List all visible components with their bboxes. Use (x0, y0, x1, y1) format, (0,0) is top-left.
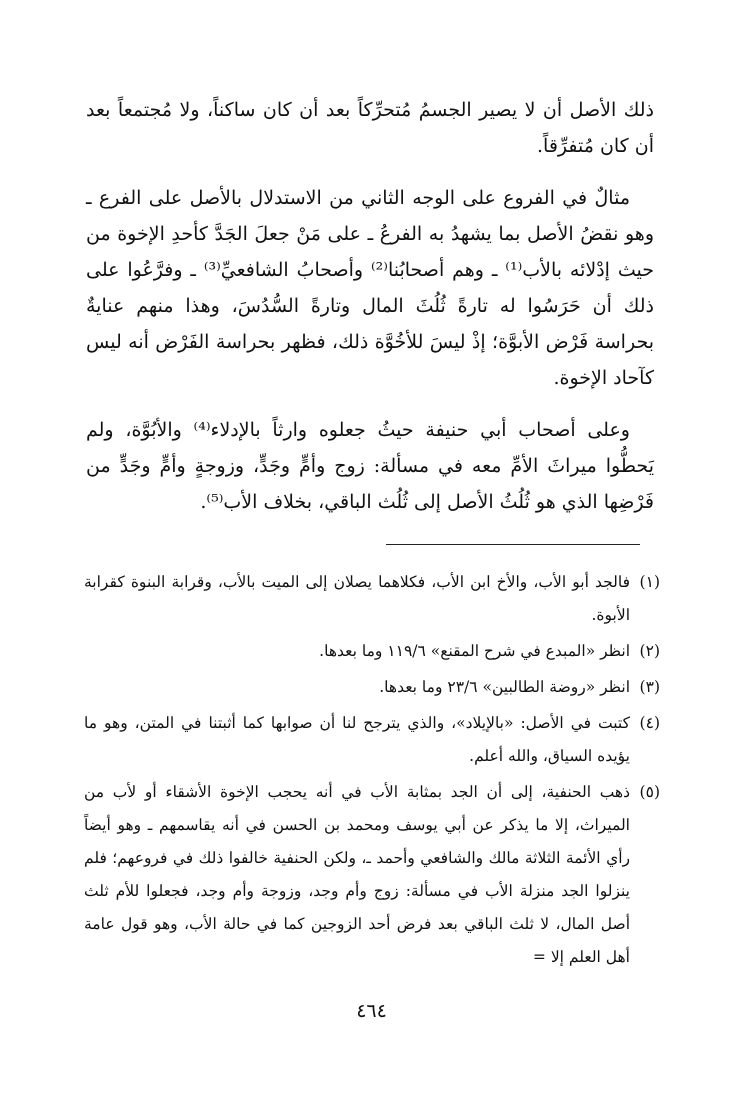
footnote-text: انظر «روضة الطالبين» ٢٣/٦ وما بعدها. (379, 678, 630, 696)
footnote-number: (٥) (639, 783, 660, 801)
footnote (84, 671, 660, 704)
footnote-text: انظر «المبدع في شرح المقنع» ١١٩/٦ وما بعدها. (319, 642, 630, 660)
footnote-text: كتبت في الأصل: «بالإيلاد»، والذي يترجح لنا أن صوابها كما أثبتنا في المتن، وهو ما يؤيده السياق، والله أعلم. (84, 714, 630, 765)
footnote-number: (١) (639, 573, 660, 591)
footnote-divider (386, 544, 640, 545)
main-text (86, 92, 654, 520)
paragraph: ذلك الأصل أن لا يصير الجسمُ مُتحرِّكاً بعد أن كان ساكناً، ولا مُجتمعاً بعد أن كان مُتفرِّقاً. (86, 99, 654, 157)
footnote-number: (٢) (639, 642, 660, 660)
footnote-text: ذهب الحنفية، إلى أن الجد بمثابة الأب في أنه يحجب الإخوة الأشقاء أو لأب من الميراث، إلا ما يذكر عن أبي يوسف ومحمد بن الحسن في أنه يقاسمهم ـ وهو أيضاً رأي الأئمة الثلاثة مالك والشافعي وأحمد ـ، ولكن الحنفية خالفوا ذلك في فروعهم؛ فلم ينزلوا الجد منزلة الأب في مسألة: زوج وأم وجد، وزوجة وأم وجد، فجعلوا للأم ثلث أصل المال، لا ثلث الباقي بعد فرض أحد الزوجين كما في حالة الأب، وهو قول عامة أهل العلم إلا = (84, 783, 630, 966)
page-number: ٤٦٤ (356, 1000, 387, 1022)
footnote (84, 776, 660, 974)
footnote (84, 707, 660, 773)
footnote-number: (٤) (639, 714, 660, 732)
footnote (84, 566, 660, 632)
footnote (84, 635, 660, 668)
footnote-number: (٣) (639, 678, 660, 696)
footnotes (84, 566, 660, 977)
paragraph: مثالٌ في الفروع على الوجه الثاني من الاستدلال بالأصل على الفرع ـ وهو نقضُ الأصل بما يشهدُ به الفرعُ ـ على مَنْ جعلَ الجَدَّ كأحدِ الإخوة من حيث إدْلائه بالأب⁽¹⁾ ـ وهم أصحابُنا⁽²⁾ وأصحابُ الشافعيِّ⁽³⁾ ـ وفرَّعُوا على ذلك أن حَرَسُوا له تارةً ثُلُثَ المال وتارةً السُّدُسَ، وهذا منهم عنايةٌ بحراسة فَرْض الأبوَّة؛ إذْ ليسَ للأخُوَّة ذلك، فظهر بحراسة الفَرْض أنه ليس كآحاد الإخوة. (86, 187, 654, 389)
paragraph: وعلى أصحاب أبي حنيفة حيثُ جعلوه وارثاً بالإدلاء⁽⁴⁾ والأبُوَّة، ولم يَحطُّوا ميراثَ الأمِّ معه في مسألة: زوج وأمٍّ وجَدٍّ، وزوجةٍ وأمٍّ وجَدٍّ من فَرْضِها الذي هو ثُلُثُ الأصل إلى ثُلُث الباقي، بخلاف الأب⁽⁵⁾. (86, 419, 654, 513)
footnote-text: فالجد أبو الأب، والأخ ابن الأب، فكلاهما يصلان إلى الميت بالأب، وقرابة البنوة كقرابة الأبوة. (84, 573, 630, 624)
